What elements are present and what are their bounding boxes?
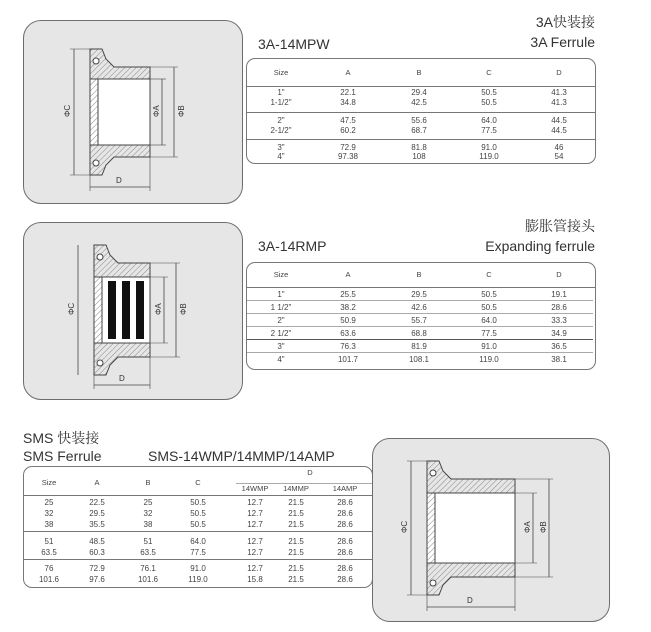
row-divider xyxy=(247,352,593,353)
table-cell: 68.7 xyxy=(411,126,427,135)
table-cell: 28.6 xyxy=(337,509,353,518)
table-cell: 4" xyxy=(277,152,285,161)
dim-label-c: ΦC xyxy=(400,520,409,533)
table-cell: 63.5 xyxy=(41,548,57,557)
table-cell: 28.6 xyxy=(337,498,353,507)
column-header: B xyxy=(416,270,422,279)
table-cell: 76 xyxy=(44,564,54,573)
table-cell: 50.5 xyxy=(481,88,497,97)
table-cell: 25 xyxy=(143,498,153,507)
ferrule-drawing xyxy=(24,21,242,203)
table-cell: 108.1 xyxy=(408,355,430,364)
table-cell: 60.2 xyxy=(340,126,356,135)
table-cell: 38.2 xyxy=(340,303,356,312)
table-cell: 38 xyxy=(44,520,54,529)
table-cell: 119.0 xyxy=(479,152,499,161)
sms-ferrule-drawing xyxy=(373,439,609,621)
dim-label-b: ΦB xyxy=(539,521,548,533)
table-cell: 1-1/2" xyxy=(270,98,292,107)
table-cell: 119.0 xyxy=(479,355,499,364)
table-cell: 63.5 xyxy=(140,548,156,557)
table-cell: 34.9 xyxy=(551,329,567,338)
table-cell: 48.5 xyxy=(89,537,105,546)
table-cell: 51 xyxy=(44,537,54,546)
dim-label-b: ΦB xyxy=(179,303,188,315)
table-cell: 36.5 xyxy=(551,342,567,351)
table-cell: 41.3 xyxy=(551,98,567,107)
table-cell: 91.0 xyxy=(481,143,497,152)
diagram-3a-14mpw xyxy=(23,20,243,204)
table-cell: 12.7 xyxy=(247,564,263,573)
table-cell: 55.7 xyxy=(411,316,427,325)
dim-label-d: D xyxy=(119,374,125,383)
column-header: A xyxy=(345,270,351,279)
table-cell: 54 xyxy=(554,152,564,161)
dim-label-a: ΦA xyxy=(154,303,163,315)
table-cell: 25 xyxy=(44,498,54,507)
table-cell: 55.6 xyxy=(411,116,427,125)
expanding-ferrule-drawing xyxy=(24,223,242,399)
row-divider xyxy=(247,300,593,301)
column-subheader: 14MMP xyxy=(283,484,309,493)
table-cell: 12.7 xyxy=(247,498,263,507)
dim-label-d: D xyxy=(467,596,473,605)
table-cell: 91.0 xyxy=(481,342,497,351)
column-header: C xyxy=(486,270,492,279)
table-cell: 44.5 xyxy=(551,116,567,125)
table-cell: 42.5 xyxy=(411,98,427,107)
table-cell: 35.5 xyxy=(89,520,105,529)
table-cell: 21.5 xyxy=(288,498,304,507)
diagram-sms xyxy=(372,438,610,622)
table-cell: 77.5 xyxy=(190,548,206,557)
table-cell: 33.3 xyxy=(551,316,567,325)
table-cell: 32 xyxy=(143,509,153,518)
column-header: D xyxy=(556,270,562,279)
table-cell: 28.6 xyxy=(337,537,353,546)
table-cell: 68.8 xyxy=(411,329,427,338)
table-cell: 12.7 xyxy=(247,537,263,546)
table-cell: 21.5 xyxy=(288,548,304,557)
table-cell: 22.1 xyxy=(340,88,356,97)
table-cell: 64.0 xyxy=(190,537,206,546)
table-cell: 28.6 xyxy=(337,520,353,529)
table-cell: 91.0 xyxy=(190,564,206,573)
row-divider xyxy=(247,339,593,340)
table-cell: 97.38 xyxy=(337,152,359,161)
table-cell: 108 xyxy=(412,152,426,161)
section1-title-cn: 3A快装接 xyxy=(535,14,595,30)
section2-model: 3A-14RMP xyxy=(258,238,327,254)
table-cell: 21.5 xyxy=(288,509,304,518)
table-cell: 38 xyxy=(143,520,153,529)
column-header: C xyxy=(195,478,201,487)
table-cell: 50.9 xyxy=(340,316,356,325)
section3-title-en: SMS Ferrule xyxy=(23,448,102,464)
table-cell: 101.6 xyxy=(137,575,159,584)
table-cell: 12.7 xyxy=(247,548,263,557)
section1-title-en: 3A Ferrule xyxy=(530,34,595,50)
column-header: B xyxy=(416,68,422,77)
table-cell: 1 1/2" xyxy=(270,303,292,312)
table-cell: 50.5 xyxy=(481,290,497,299)
table-cell: 41.3 xyxy=(551,88,567,97)
dim-label-c: ΦC xyxy=(63,104,72,117)
column-header-d: D xyxy=(307,468,313,477)
table-cell: 3" xyxy=(277,342,285,351)
diagram-3a-14rmp xyxy=(23,222,243,400)
table-cell: 2 1/2" xyxy=(270,329,292,338)
table-cell: 25.5 xyxy=(340,290,356,299)
table-cell: 15.8 xyxy=(247,575,263,584)
table-cell: 72.9 xyxy=(89,564,105,573)
dim-label-c: ΦC xyxy=(67,302,76,315)
table-cell: 50.5 xyxy=(481,303,497,312)
dim-label-b: ΦB xyxy=(177,105,186,117)
table-cell: 47.5 xyxy=(340,116,356,125)
table-cell: 64.0 xyxy=(481,316,497,325)
table-cell: 64.0 xyxy=(481,116,497,125)
table-cell: 101.7 xyxy=(337,355,359,364)
table-cell: 63.6 xyxy=(340,329,356,338)
column-header: Size xyxy=(273,270,289,279)
table-cell: 76.3 xyxy=(340,342,356,351)
table-cell: 50.5 xyxy=(481,98,497,107)
table-cell: 3" xyxy=(277,143,285,152)
table-cell: 29.4 xyxy=(411,88,427,97)
table-cell: 2-1/2" xyxy=(270,126,292,135)
column-header: A xyxy=(94,478,100,487)
table-cell: 81.8 xyxy=(411,143,427,152)
table-cell: 42.6 xyxy=(411,303,427,312)
table-cell: 28.6 xyxy=(551,303,567,312)
table-cell: 34.8 xyxy=(340,98,356,107)
column-subheader: 14AMP xyxy=(332,484,358,493)
table-cell: 21.5 xyxy=(288,564,304,573)
table-cell: 50.5 xyxy=(190,498,206,507)
table-cell: 19.1 xyxy=(551,290,567,299)
table-cell: 60.3 xyxy=(89,548,105,557)
column-header: Size xyxy=(273,68,289,77)
dim-label-a: ΦA xyxy=(523,521,532,533)
table-cell: 77.5 xyxy=(481,126,497,135)
section1-model: 3A-14MPW xyxy=(258,36,330,52)
table-cell: 29.5 xyxy=(411,290,427,299)
dim-label-a: ΦA xyxy=(152,105,161,117)
table-cell: 97.6 xyxy=(89,575,105,584)
table-cell: 51 xyxy=(143,537,153,546)
section2-title-en: Expanding ferrule xyxy=(485,238,595,254)
section3-model: SMS-14WMP/14MMP/14AMP xyxy=(148,448,335,464)
table-cell: 29.5 xyxy=(89,509,105,518)
column-subheader: 14WMP xyxy=(241,484,269,493)
table-cell: 12.7 xyxy=(247,520,263,529)
row-divider xyxy=(247,326,593,327)
table-cell: 12.7 xyxy=(247,509,263,518)
dim-label-d: D xyxy=(116,176,122,185)
column-header: B xyxy=(145,478,151,487)
table-cell: 2" xyxy=(277,116,285,125)
column-header: C xyxy=(486,68,492,77)
column-header: Size xyxy=(41,478,57,487)
table-cell: 28.6 xyxy=(337,575,353,584)
table-cell: 1" xyxy=(277,88,285,97)
table-cell: 2" xyxy=(277,316,285,325)
table-cell: 1" xyxy=(277,290,285,299)
table-cell: 21.5 xyxy=(288,537,304,546)
table-cell: 76.1 xyxy=(140,564,156,573)
section3-title-cn: SMS 快装接 xyxy=(23,430,100,446)
table-cell: 50.5 xyxy=(190,509,206,518)
table-cell: 46 xyxy=(554,143,564,152)
table-cell: 72.9 xyxy=(340,143,356,152)
table-cell: 22.5 xyxy=(89,498,105,507)
table-cell: 77.5 xyxy=(481,329,497,338)
table-cell: 28.6 xyxy=(337,564,353,573)
table-cell: 4" xyxy=(277,355,285,364)
table-cell: 21.5 xyxy=(288,520,304,529)
table-cell: 44.5 xyxy=(551,126,567,135)
table-cell: 50.5 xyxy=(190,520,206,529)
column-header: A xyxy=(345,68,351,77)
table-cell: 32 xyxy=(44,509,54,518)
table-cell: 119.0 xyxy=(188,575,208,584)
row-divider xyxy=(247,313,593,314)
table-cell: 38.1 xyxy=(551,355,567,364)
column-header: D xyxy=(556,68,562,77)
table-cell: 21.5 xyxy=(288,575,304,584)
section2-title-cn: 膨胀管接头 xyxy=(525,218,595,234)
table-cell: 101.6 xyxy=(38,575,60,584)
table-cell: 81.9 xyxy=(411,342,427,351)
table-cell: 28.6 xyxy=(337,548,353,557)
